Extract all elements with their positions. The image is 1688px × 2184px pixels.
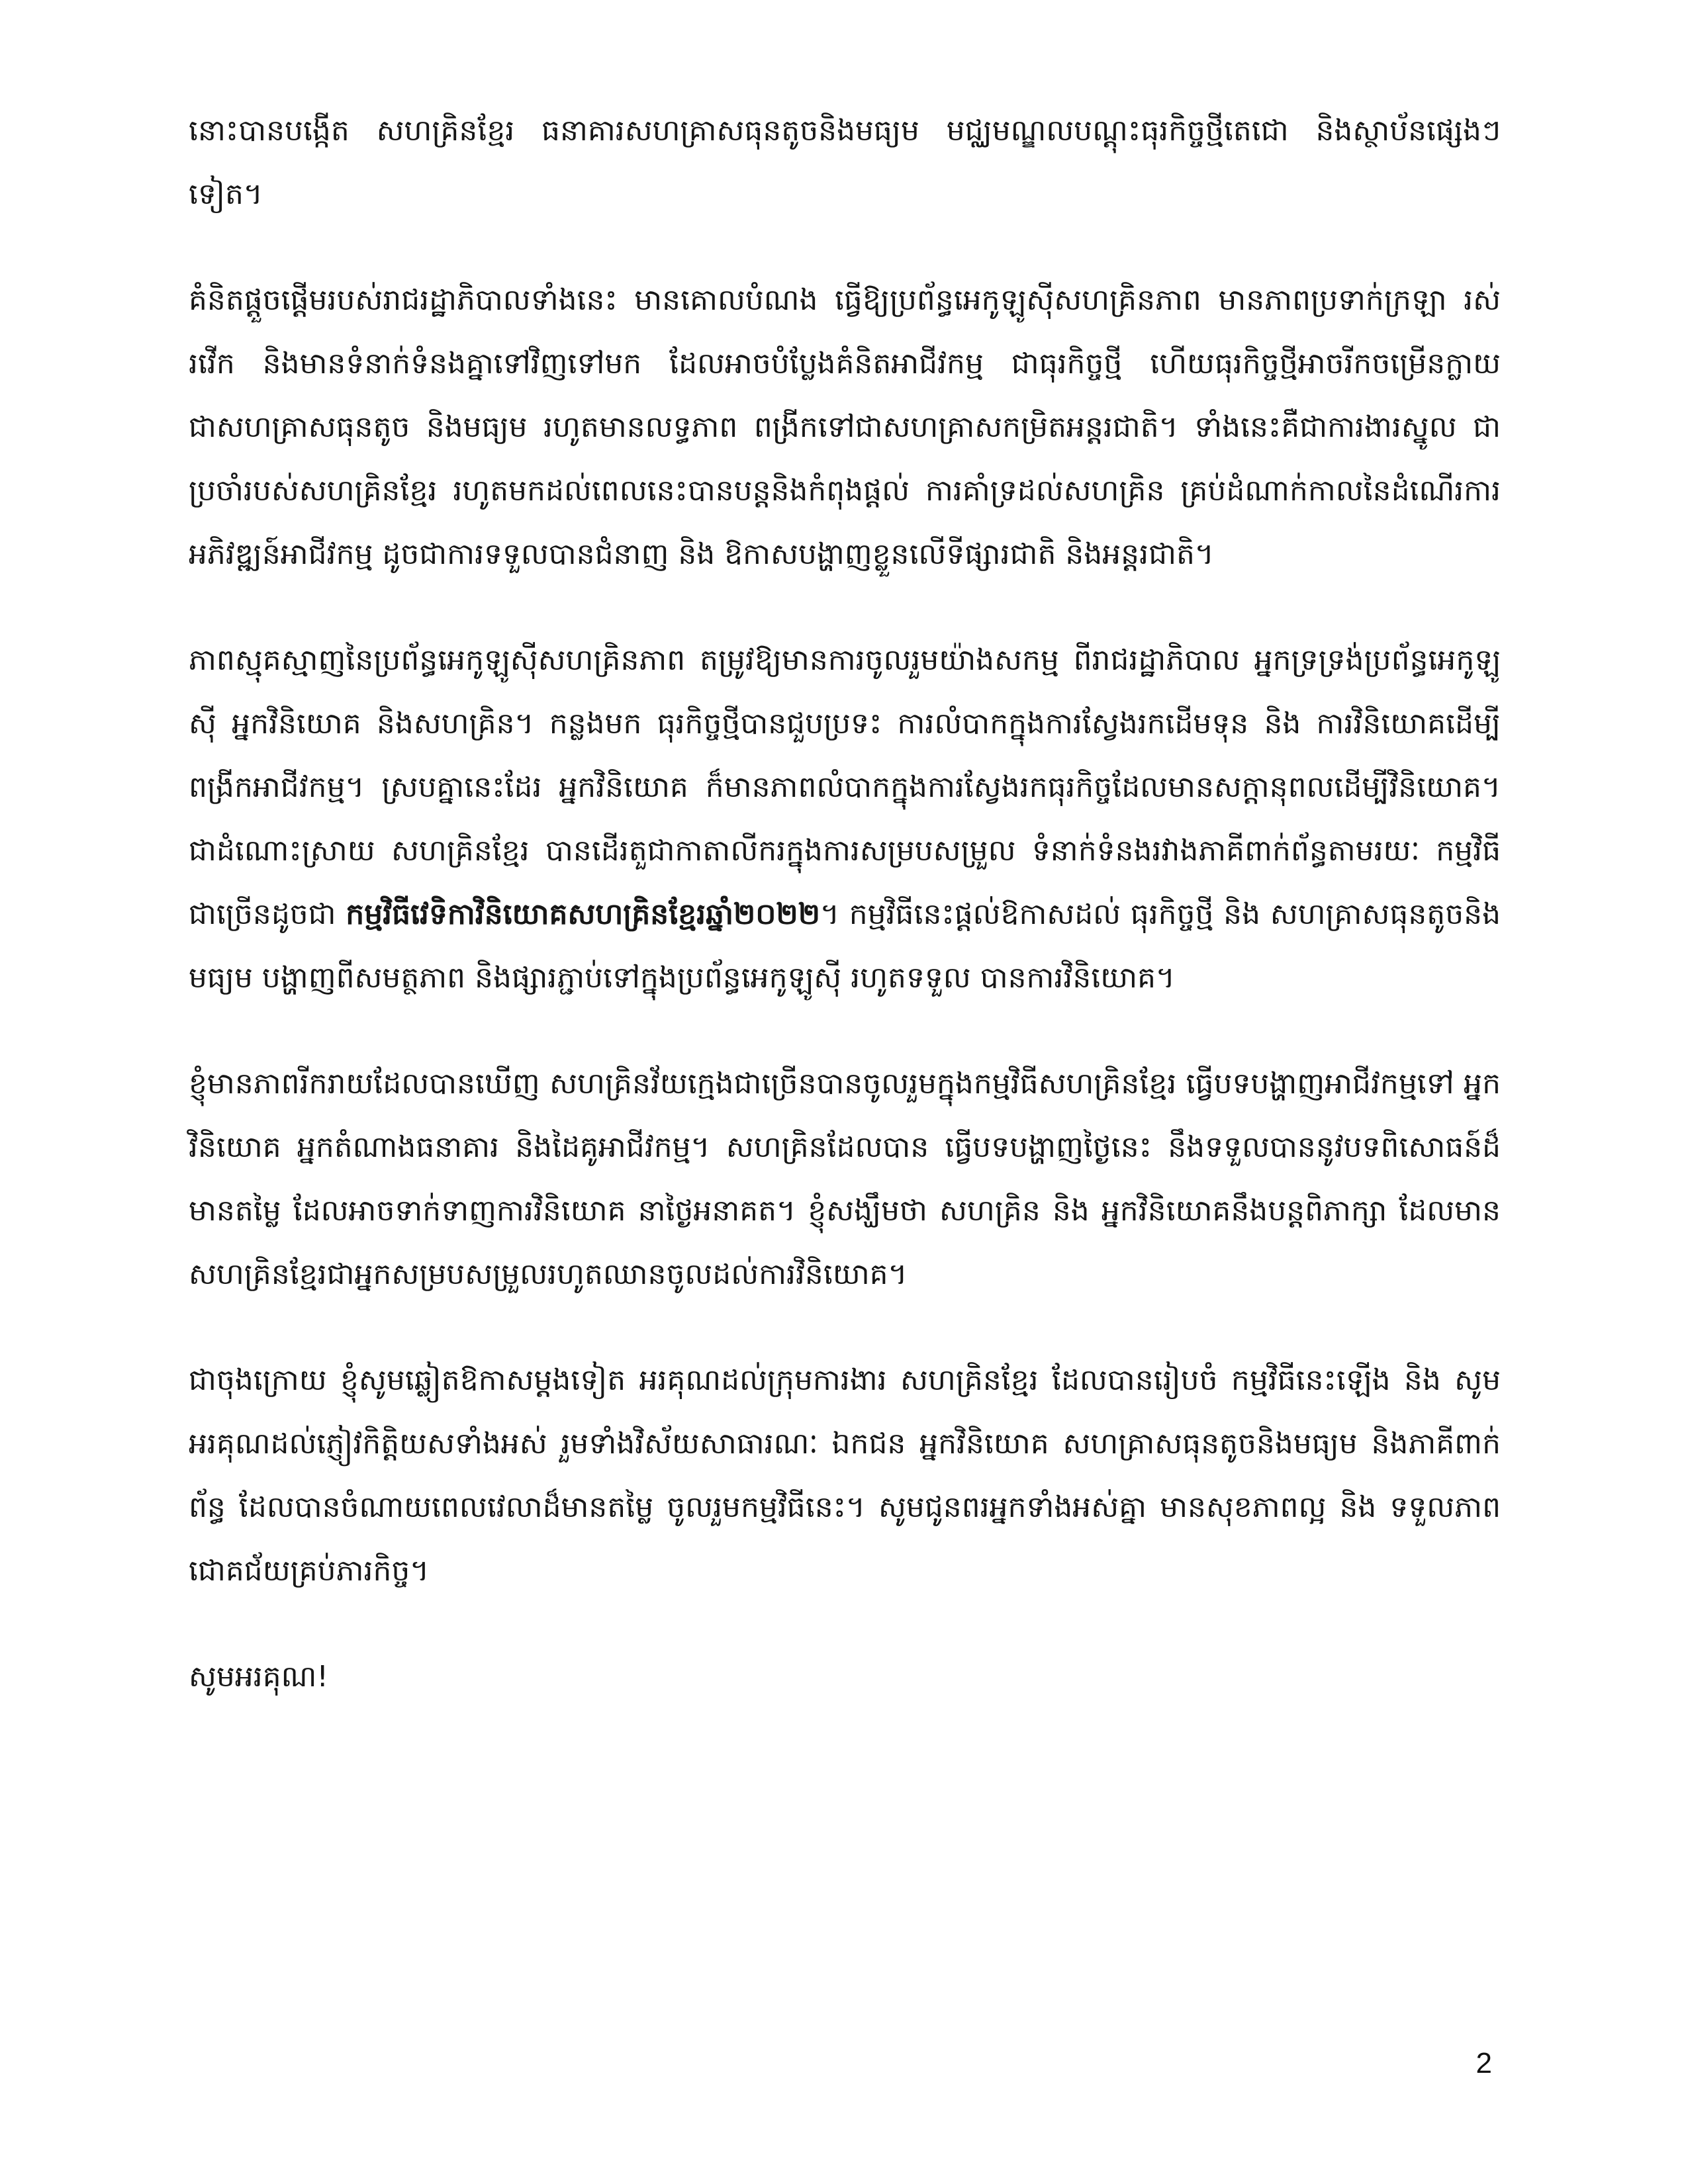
text-run: ជាចុងក្រោយ ខ្ញុំសូមឆ្លៀតឱកាសម្តងទៀត អរគុណដល់ក្រុមការងារ សហគ្រិនខ្មែរ ដែលបានរៀបចំ កម្មវិធីនេះឡើង និង សូមអរគុណដល់ភ្ញៀវកិត្តិយសទាំងអស់ រួមទាំងវិស័យសាធារណៈ ឯកជន អ្នកវិនិយោគ សហគ្រាសធុនតូចនិងមធ្យម និងភាគីពាក់ព័ន្ធ ដែលបានចំណាយពេលវេលាដ៏មានតម្លៃ ចូលរួមកម្មវិធីនេះ។ សូមជូនពរអ្នកទាំងអស់គ្នា មានសុខភាពល្អ និង ទទួលភាពជោគជ័យគ្រប់ភារកិច្ច។	[189, 1363, 1501, 1588]
text-run: ភាពស្មុគស្មាញនៃប្រព័ន្ធអេកូឡូស៊ីសហគ្រិនភាព តម្រូវឱ្យមានការចូលរួមយ៉ាងសកម្ម ពីរាជរដ្ឋាភិបាល អ្នកទ្រទ្រង់ប្រព័ន្ធអេកូឡូស៊ី អ្នកវិនិយោគ និងសហគ្រិន។ កន្លងមក ធុរកិច្ចថ្មីបានជួបប្រទះ ការលំបាកក្នុងការស្វែងរកដើមទុន និង ការវិនិយោគដើម្បីពង្រីកអាជីវកម្ម។ ស្របគ្នានេះដែរ អ្នកវិនិយោគ ក៏មានភាពលំបាកក្នុងការស្វែងរកធុរកិច្ចដែលមានសក្តានុពលដើម្បីវិនិយោគ។ ជាដំណោះស្រាយ សហគ្រិនខ្មែរ បានដើរតួជាកាតាលីករក្នុងការសម្របសម្រួល ទំនាក់ទំនងរវាងភាគីពាក់ព័ន្ធតាមរយៈ កម្មវិធីជាច្រើនដូចជា	[189, 643, 1501, 931]
page-number: 2	[1476, 2047, 1492, 2079]
text-run: សូមអរគុណ!	[189, 1660, 328, 1694]
paragraph	[189, 1349, 1501, 1603]
paragraph	[189, 629, 1501, 1010]
paragraph	[189, 1645, 1501, 1709]
text-run: គំនិតផ្តួចផ្តើមរបស់រាជរដ្ឋាភិបាលទាំងនេះ មានគោលបំណង ធ្វើឱ្យប្រព័ន្ធអេកូឡូស៊ីសហគ្រិនភាព មានភាពប្រទាក់ក្រឡា រស់រវើក និងមានទំនាក់ទំនងគ្នាទៅវិញទៅមក ដែលអាចបំប្លែងគំនិតអាជីវកម្ម ជាធុរកិច្ចថ្មី ហើយធុរកិច្ចថ្មីអាចរីកចម្រើនក្លាយជាសហគ្រាសធុនតូច និងមធ្យម រហូតមានលទ្ធភាព ពង្រីកទៅជាសហគ្រាសកម្រិតអន្តរជាតិ។ ទាំងនេះគឺជាការងារស្នូល ជាប្រចាំរបស់សហគ្រិនខ្មែរ រហូតមកដល់ពេលនេះបានបន្តនិងកំពុងផ្តល់ ការគាំទ្រដល់សហគ្រិន គ្រប់ដំណាក់កាលនៃដំណើរការ អភិវឌ្ឍន៍អាជីវកម្ម ដូចជាការទទួលបានជំនាញ និង ឱកាសបង្ហាញខ្លួនលើទីផ្សារជាតិ និងអន្តរជាតិ។	[189, 283, 1501, 571]
paragraph	[189, 269, 1501, 586]
document-body	[189, 99, 1501, 1709]
text-run: នោះបានបង្កើត សហគ្រិនខ្មែរ ធនាគារសហគ្រាសធុនតូចនិងមធ្យម មជ្ឈមណ្ឌលបណ្តុះធុរកិច្ចថ្មីតេជោ និងស្ថាប័នផ្សេងៗទៀត។	[189, 114, 1501, 211]
bold-text-run: កម្មវិធីវេទិកាវិនិយោគសហគ្រិនខ្មែរឆ្នាំ២០២២	[346, 897, 821, 931]
text-run: ។ កម្មវិធីនេះផ្តល់ឱកាសដល់ ធុរកិច្ចថ្មី និង សហគ្រាសធុនតូចនិងមធ្យម បង្ហាញពីសមត្ថភាព និងផ្សារភ្ជាប់ទៅក្នុងប្រព័ន្ធអេកូឡូស៊ី រហូតទទួល បានការវិនិយោគ។	[189, 897, 1501, 995]
paragraph	[189, 99, 1501, 226]
paragraph	[189, 1052, 1501, 1306]
text-run: ខ្ញុំមានភាពរីករាយដែលបានឃើញ សហគ្រិនវ័យក្មេងជាច្រើនបានចូលរួមក្នុងកម្មវិធីសហគ្រិនខ្មែរ ធ្វើបទបង្ហាញអាជីវកម្មទៅ អ្នកវិនិយោគ អ្នកតំណាងធនាគារ និងដៃគូអាជីវកម្ម។ សហគ្រិនដែលបាន ធ្វើបទបង្ហាញថ្ងៃនេះ នឹងទទួលបាននូវបទពិសោធន៍ដ៏មានតម្លៃ ដែលអាចទាក់ទាញការវិនិយោគ នាថ្ងៃអនាគត។ ខ្ញុំសង្ឃឹមថា សហគ្រិន និង អ្នកវិនិយោគនឹងបន្តពិភាក្សា ដែលមាន សហគ្រិនខ្មែរជាអ្នកសម្របសម្រួលរហូតឈានចូលដល់ការវិនិយោគ។	[189, 1067, 1501, 1291]
